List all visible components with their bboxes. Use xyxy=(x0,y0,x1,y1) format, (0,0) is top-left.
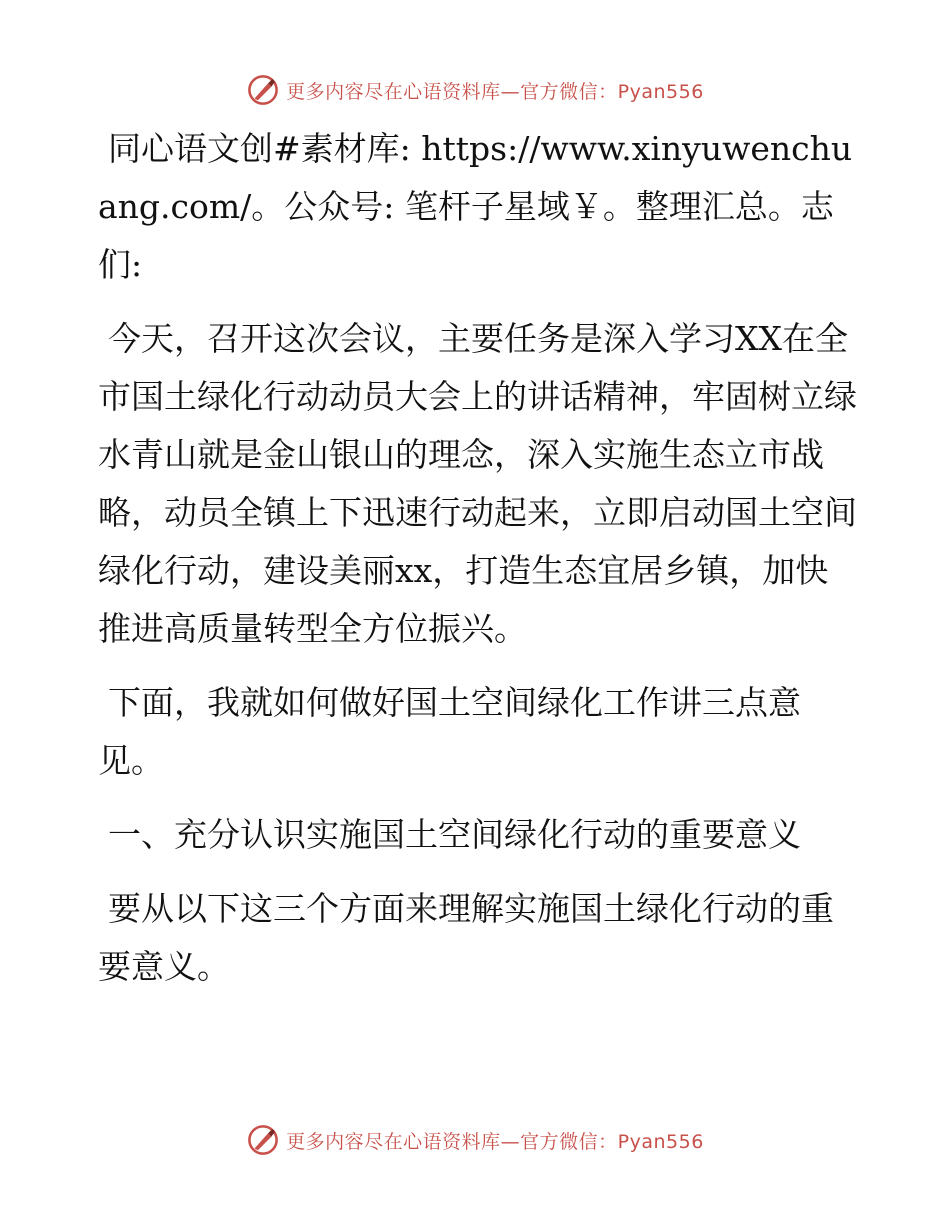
body-paragraph-1: 今天，召开这次会议，主要任务是深入学习XX在全市国土绿化行动动员大会上的讲话精神，牢固树立绿水青山就是金山银山的理念，深入实施生态立市战略，动员全镇上下迅速行动起来，立即启动国土空间绿化行动，建设美丽xx，打造生态宜居乡镇，加快推进高质量转型全方位振兴。 xyxy=(98,319,857,648)
footer-banner-text: 更多内容尽在心语资料库—官方微信：Pyan556 xyxy=(286,1130,704,1153)
pen-nib-logo-icon xyxy=(246,1123,280,1157)
body-paragraph-3: 要从以下这三个方面来理解实施国土绿化行动的重要意义。 xyxy=(98,889,834,986)
header-banner-text: 更多内容尽在心语资料库—官方微信：Pyan556 xyxy=(286,80,704,103)
body-paragraph-2: 下面，我就如何做好国土空间绿化工作讲三点意见。 xyxy=(98,683,801,780)
pen-nib-logo-icon xyxy=(246,73,280,107)
footer-banner xyxy=(0,1120,950,1160)
header-banner xyxy=(0,70,950,110)
section-heading-1: 一、充分认识实施国土空间绿化行动的重要意义 xyxy=(108,815,801,854)
intro-paragraph: 同心语文创#素材库: https://www.xinyuwenchuang.com/。公众号: 笔杆子星域￥。整理汇总。志们: xyxy=(98,129,853,284)
document-body xyxy=(98,120,858,1012)
